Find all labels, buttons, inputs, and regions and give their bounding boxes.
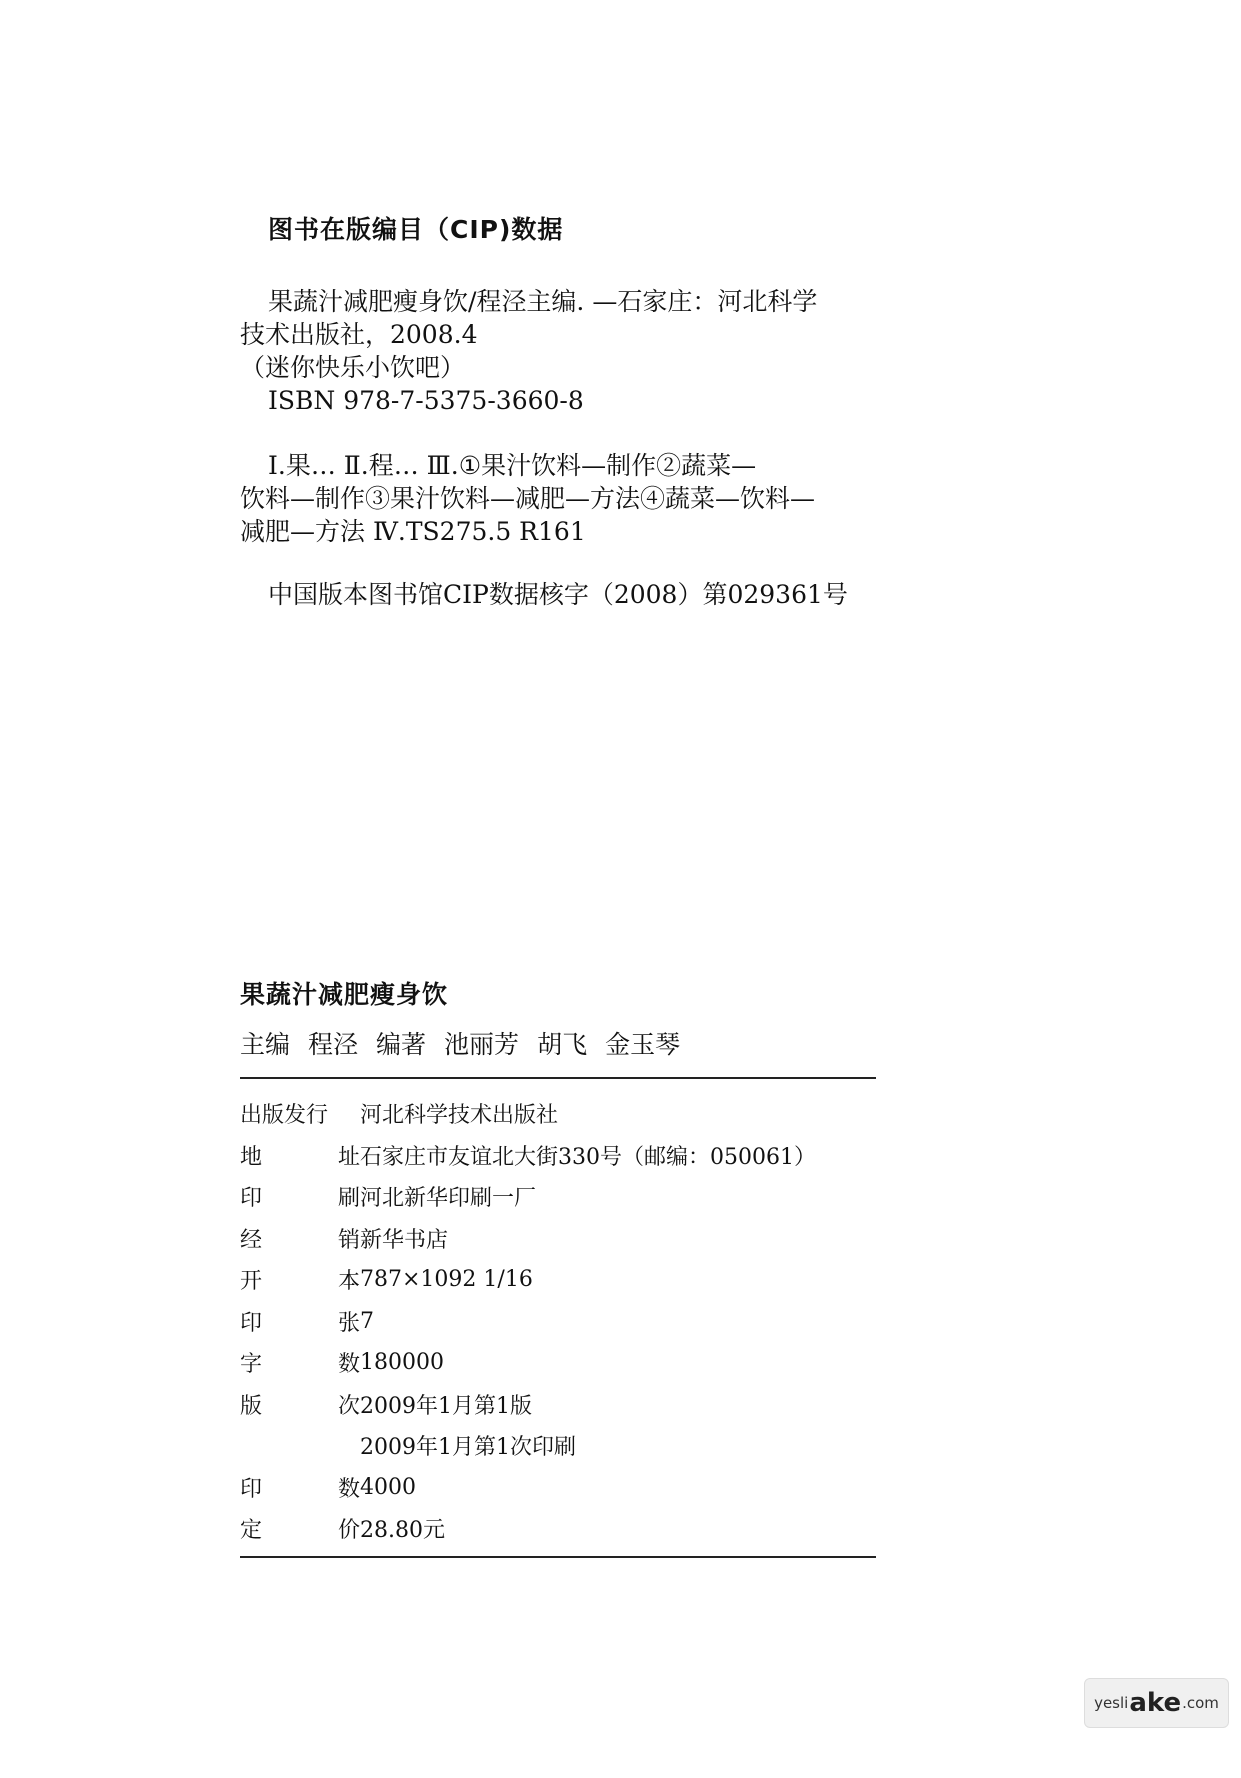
pubinfo-row [240, 1384, 876, 1426]
pubinfo-label: 开 本 [240, 1269, 360, 1295]
pubinfo-label: 印 数 [240, 1476, 360, 1502]
cip-record-line: 技术出版社，2008.4 [240, 320, 478, 349]
pubinfo-value: 石家庄市友谊北大街330号（邮编：050061） [360, 1144, 816, 1170]
pubinfo-row [240, 1508, 876, 1550]
bottom-rule [240, 1556, 876, 1558]
pubinfo-row [240, 1425, 876, 1467]
pubinfo-value: 4000 [360, 1474, 416, 1500]
cip-subject-line: Ⅰ.果… Ⅱ.程… Ⅲ.①果汁饮料—制作②蔬菜— [268, 451, 757, 480]
book-editors [240, 1025, 698, 1061]
cip-record [240, 285, 880, 417]
pubinfo-row [240, 1342, 876, 1384]
pubinfo-row [240, 1218, 876, 1260]
author-name: 胡飞 [537, 1030, 588, 1059]
watermark-logo [1084, 1678, 1229, 1728]
pubinfo-label: 印 张 [240, 1310, 360, 1336]
pubinfo-value: 河北科学技术出版社 [360, 1103, 559, 1129]
watermark-text: ake [1129, 1688, 1182, 1718]
cip-subject-line: 减肥—方法 Ⅳ.TS275.5 R161 [240, 517, 586, 546]
cip-subjects [240, 449, 880, 548]
editor-label: 主编 [240, 1030, 291, 1059]
cip-verification-line: 中国版本图书馆CIP数据核字（2008）第029361号 [268, 580, 848, 609]
pubinfo-value: 28.80元 [360, 1518, 445, 1544]
pubinfo-row [240, 1176, 876, 1218]
pubinfo-label: 印 刷 [240, 1186, 360, 1212]
cip-record-line: ISBN 978-7-5375-3660-8 [268, 386, 584, 415]
pubinfo-value: 2009年1月第1版 [360, 1393, 532, 1419]
pubinfo-label: 出版发行 [240, 1103, 329, 1129]
author-name: 金玉琴 [605, 1030, 681, 1059]
pubinfo-value: 新华书店 [360, 1227, 449, 1253]
pubinfo-label: 定 价 [240, 1518, 360, 1544]
watermark-text: yesli [1094, 1694, 1129, 1712]
pubinfo-value: 7 [360, 1308, 374, 1334]
pubinfo-label: 地 址 [240, 1144, 360, 1170]
pubinfo-label: 字 数 [240, 1352, 360, 1378]
top-rule [240, 1077, 876, 1079]
author-name: 池丽芳 [444, 1030, 520, 1059]
authors-label: 编著 [376, 1030, 427, 1059]
cip-record-line: （迷你快乐小饮吧） [240, 353, 466, 382]
cip-subject-line: 饮料—制作③果汁饮料—减肥—方法④蔬菜—饮料— [240, 484, 816, 513]
pubinfo-label: 经 销 [240, 1227, 360, 1253]
pubinfo-row [240, 1259, 876, 1301]
cip-record-line: 果蔬汁减肥瘦身饮/程泾主编. —石家庄：河北科学 [268, 287, 818, 316]
cip-heading: 图书在版编目（CIP)数据 [268, 215, 564, 244]
pubinfo-row [240, 1135, 876, 1177]
cip-verification [240, 578, 880, 611]
book-title: 果蔬汁减肥瘦身饮 [240, 980, 449, 1009]
pubinfo-value: 2009年1月第1次印刷 [360, 1435, 576, 1461]
pubinfo-row [240, 1093, 876, 1135]
pubinfo-row [240, 1301, 876, 1343]
editor-name: 程泾 [308, 1030, 359, 1059]
pubinfo-row [240, 1467, 876, 1509]
pubinfo-value: 河北新华印刷一厂 [360, 1186, 537, 1212]
pubinfo-label: 版 次 [240, 1393, 360, 1419]
publication-info [240, 1093, 876, 1550]
pubinfo-value: 180000 [360, 1350, 444, 1376]
watermark-text: .com [1182, 1694, 1219, 1712]
pubinfo-value: 787×1092 1/16 [360, 1267, 533, 1293]
